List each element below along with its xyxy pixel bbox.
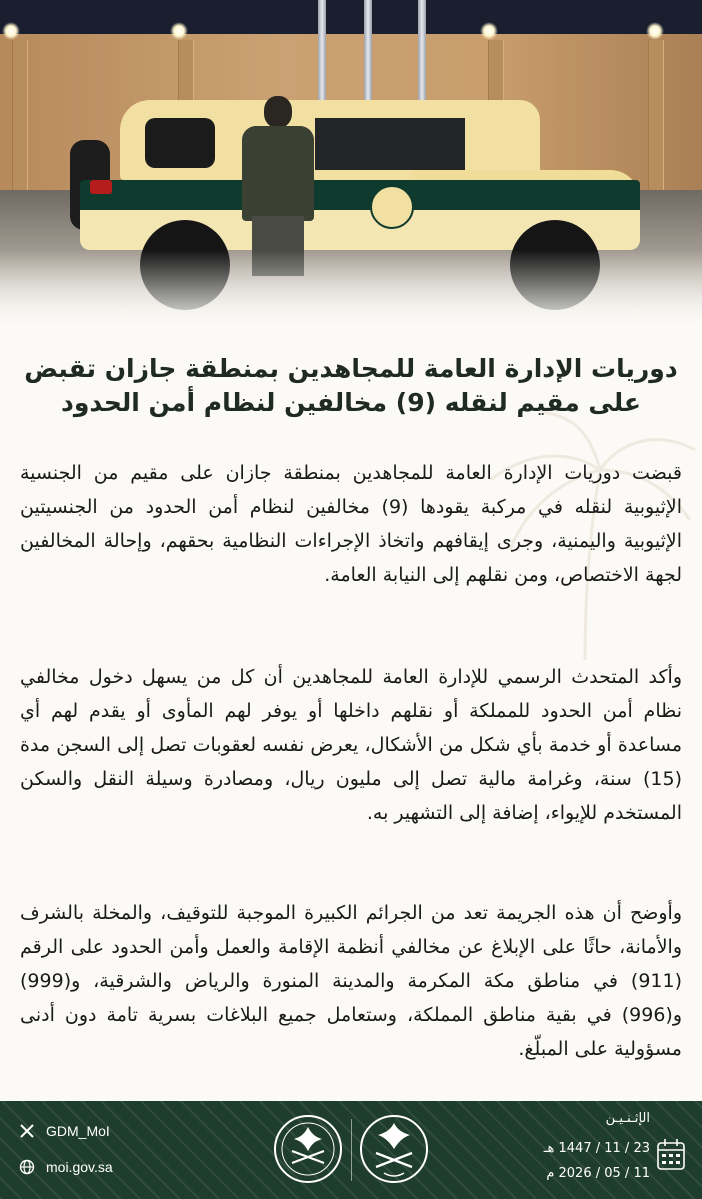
footer-bar bbox=[0, 1101, 702, 1199]
x-account-link[interactable] bbox=[18, 1119, 110, 1143]
wall-lamp bbox=[170, 22, 188, 40]
article-paragraph: وأكد المتحدث الرسمي للإدارة العامة للمجاهدين أن كل من يسهل دخول مخالفي نظام أمن الحدود للمملكة أو نقلهم داخلها أو يوفر لهم المأوى أو يقدم لهم أي مساعدة أو خدمة بأي شكل من الأشكال، يعرض نفسه لعقوبات تصل إلى السجن مدة (15) سنة، وغرامة مالية تصل إلى مليون ريال، ومصادرة وسيلة النقل والسكن المستخدم للإيواء، إضافة إلى التشهير به. bbox=[20, 666, 682, 824]
social-links bbox=[18, 1119, 168, 1189]
border-guard-emblem-icon bbox=[272, 1113, 344, 1185]
vehicle-side-window bbox=[315, 118, 465, 170]
wall-pillar bbox=[648, 40, 664, 190]
wall-lamp bbox=[480, 22, 498, 40]
photo-fade bbox=[0, 250, 702, 330]
ministry-of-interior-emblem-icon bbox=[358, 1113, 430, 1185]
logo-divider bbox=[351, 1119, 352, 1181]
article-paragraph: قبضت دوريات الإدارة العامة للمجاهدين بمنطقة جازان على مقيم من الجنسية الإثيوبية لنقله في مركبة يقودها (9) مخالفين لنظام أمن الحدود من الجنسيتين الإثيوبية واليمنية، وجرى إيقافهم واتخاذ الإجراءات النظامية بحقهم، وإحالة المخالفين لجهة الاختصاص، ومن نقلهم إلى النيابة العامة. bbox=[20, 462, 682, 586]
gregorian-date: 11 / 05 / 2026 م bbox=[546, 1166, 650, 1181]
official-logos bbox=[272, 1109, 432, 1191]
website-url: moi.gov.sa bbox=[46, 1159, 113, 1175]
night-sky bbox=[0, 0, 702, 34]
wall-lamp bbox=[2, 22, 20, 40]
day-name: الإثـنـيـن bbox=[605, 1111, 650, 1126]
calendar-icon bbox=[656, 1137, 686, 1173]
website-link[interactable] bbox=[18, 1155, 113, 1179]
article-title: دوريات الإدارة العامة للمجاهدين بمنطقة جازان تقبض على مقيم لنقله (9) مخالفين لنظام أمن الحدود bbox=[24, 354, 678, 417]
person-head bbox=[264, 96, 292, 128]
article-paragraph: وأوضح أن هذه الجريمة تعد من الجرائم الكبيرة الموجبة للتوقيف، والمخلة بالشرف والأمانة، حاثًا على الإبلاغ عن مخالفي أنظمة الإقامة والعمل وأمن الحدود على الرقم (911) في مناطق مكة المكرمة والمدينة المنورة والرياض والشرقية، و(999) و(996) في بقية مناطق المملكة، وستعامل جميع البلاغات بسرية تامة دون أدنى مسؤولية على المبلّغ. bbox=[20, 902, 682, 1060]
hero-photo bbox=[0, 0, 702, 330]
wall-lamp bbox=[646, 22, 664, 40]
detained-person bbox=[238, 96, 318, 271]
hijri-date: 23 / 11 / 1447 هـ bbox=[543, 1141, 650, 1156]
vehicle-rear-window bbox=[145, 118, 215, 168]
post-date bbox=[540, 1111, 690, 1191]
door-emblem bbox=[370, 185, 414, 229]
tail-light bbox=[90, 180, 112, 194]
patrol-vehicle bbox=[80, 100, 640, 260]
globe-icon bbox=[18, 1158, 36, 1176]
x-logo-icon bbox=[18, 1122, 36, 1140]
x-handle: GDM_MoI bbox=[46, 1123, 110, 1139]
person-torso bbox=[242, 126, 314, 221]
wall-pillar bbox=[12, 40, 28, 190]
